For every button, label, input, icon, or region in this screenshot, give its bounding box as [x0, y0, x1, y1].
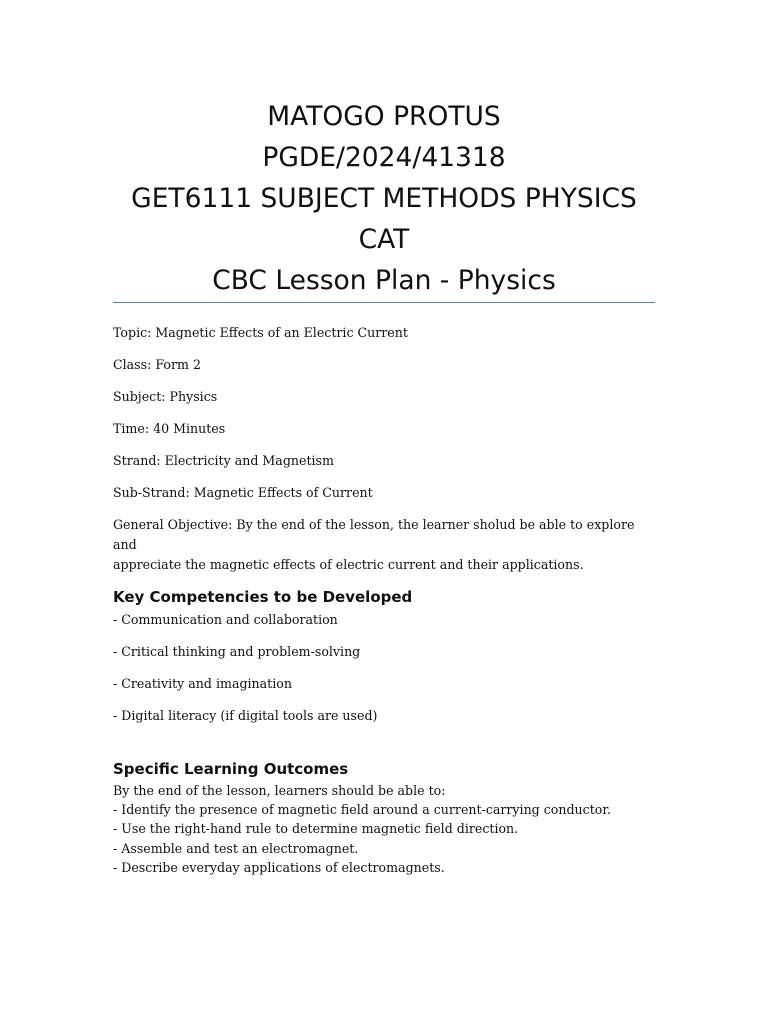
time-line: Time: 40 Minutes — [113, 421, 226, 436]
strand-line: Strand: Electricity and Magnetism — [113, 453, 334, 468]
general-objective — [113, 515, 653, 575]
class-line: Class: Form 2 — [113, 357, 201, 372]
outcome-item: - Identify the presence of magnetic field around a current-carrying conductor. — [113, 802, 612, 818]
outcome-item: - Describe everyday applications of electromagnets. — [113, 859, 445, 875]
competency-item: - Creativity and imagination — [113, 676, 292, 691]
learning-outcomes-intro: By the end of the lesson, learners should be able to: — [113, 783, 446, 798]
student-name: MATOGO PROTUS — [267, 101, 501, 132]
outcome-item: - Assemble and test an electromagnet. — [113, 840, 359, 856]
general-objective-line: appreciate the magnetic effects of electric current and their applications. — [113, 557, 584, 572]
topic-line: Topic: Magnetic Effects of an Electric Current — [113, 325, 408, 340]
general-objective-line: General Objective: By the end of the lesson, the learner sholud be able to explore and — [113, 517, 635, 552]
sub-strand-line: Sub-Strand: Magnetic Effects of Current — [113, 485, 373, 500]
competency-item: - Communication and collaboration — [113, 612, 338, 627]
competency-item: - Digital literacy (if digital tools are used) — [113, 708, 378, 723]
outcome-item: - Use the right-hand rule to determine magnetic field direction. — [113, 821, 519, 837]
subject-line: Subject: Physics — [113, 389, 218, 404]
title-divider — [113, 302, 655, 303]
learning-outcomes-heading: Specific Learning Outcomes — [113, 760, 349, 778]
title-block — [113, 96, 655, 301]
course-title-cat: CAT — [358, 224, 410, 255]
registration-number: PGDE/2024/41318 — [262, 142, 506, 173]
key-competencies-heading: Key Competencies to be Developed — [113, 588, 413, 606]
competency-item: - Critical thinking and problem-solving — [113, 644, 361, 659]
document-title: CBC Lesson Plan - Physics — [212, 265, 556, 296]
learning-outcomes-list — [113, 781, 653, 877]
course-title: GET6111 SUBJECT METHODS PHYSICS — [131, 183, 637, 214]
